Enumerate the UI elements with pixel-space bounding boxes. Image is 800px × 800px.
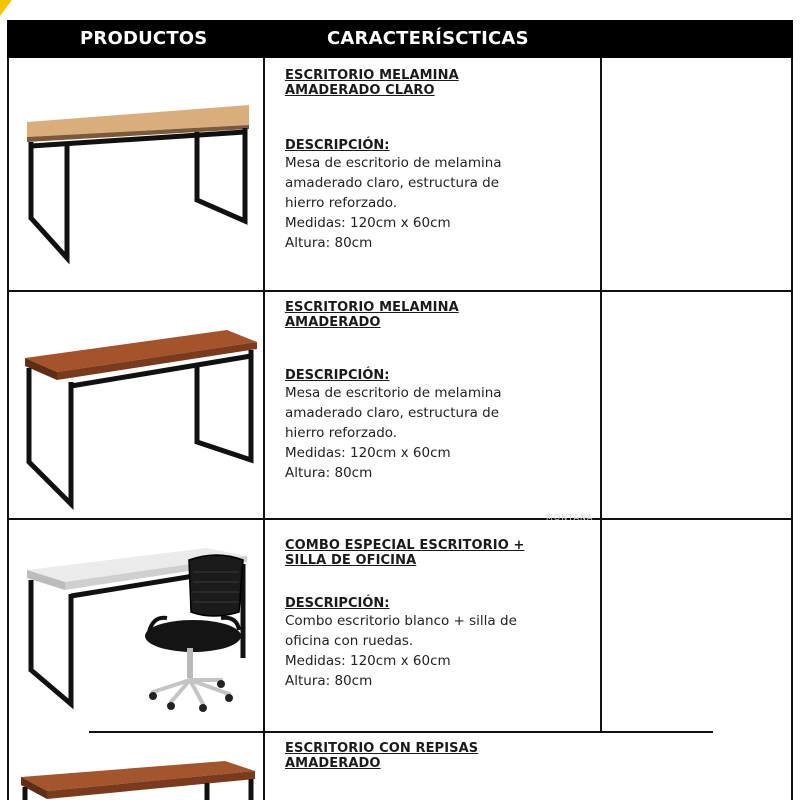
- product-title: ESCRITORIO CON REPISAS: [285, 741, 479, 756]
- product-image-cell: [7, 292, 265, 518]
- table-row: [7, 292, 793, 518]
- product-title: AMADERADO: [285, 315, 381, 330]
- product-info: [285, 68, 605, 253]
- product-table: [7, 58, 793, 800]
- description-line: Medidas: 120cm x 60cm: [285, 445, 451, 461]
- description-label: DESCRIPCIÓN:: [285, 596, 390, 611]
- description-line: Mesa de escritorio de melamina: [285, 385, 502, 401]
- header-products: PRODUCTOS: [80, 28, 208, 49]
- product-title: COMBO ESPECIAL ESCRITORIO +: [285, 538, 525, 553]
- product-image-cell: [7, 58, 265, 290]
- description-line: Medidas: 120cm x 60cm: [285, 215, 451, 231]
- table-row: [7, 733, 793, 800]
- product-title: SILLA DE OFICINA: [285, 553, 417, 568]
- description-line: amaderado claro, estructura de: [285, 175, 500, 191]
- description-line: Altura: 80cm: [285, 673, 373, 689]
- product-title: ESCRITORIO MELAMINA: [285, 300, 459, 315]
- description-line: oficina con ruedas.: [285, 633, 414, 649]
- description-line: Medidas: 120cm x 60cm: [285, 653, 451, 669]
- product-image-cell: [7, 733, 265, 800]
- desk-image: [7, 292, 265, 518]
- desk-chair-image: [7, 520, 265, 731]
- description-line: Altura: 80cm: [285, 235, 373, 251]
- office-chair: [145, 555, 243, 712]
- description-line: hierro reforzado.: [285, 195, 398, 211]
- product-title: AMADERADO CLARO: [285, 83, 435, 98]
- description-label: DESCRIPCIÓN:: [285, 368, 390, 383]
- table-row: [7, 520, 793, 731]
- product-info: [285, 538, 605, 691]
- table-row: [7, 58, 793, 290]
- table-header: [7, 20, 793, 58]
- product-info: [285, 300, 605, 483]
- description-line: amaderado claro, estructura de: [285, 405, 500, 421]
- product-title: AMADERADO: [285, 756, 381, 771]
- desk-image: [7, 58, 265, 290]
- product-info: [285, 741, 605, 771]
- watermark: MONTAÑA: [546, 513, 594, 522]
- description-line: Altura: 80cm: [285, 465, 373, 481]
- description-label: DESCRIPCIÓN:: [285, 138, 390, 153]
- product-image-cell: [7, 520, 265, 731]
- corner-accent: [0, 0, 12, 16]
- header-features: CARACTERÍSCTICAS: [327, 28, 529, 49]
- desk-image: [7, 733, 265, 800]
- product-title: ESCRITORIO MELAMINA: [285, 68, 459, 83]
- description-line: hierro reforzado.: [285, 425, 398, 441]
- description-line: Combo escritorio blanco + silla de: [285, 613, 517, 629]
- description-line: Mesa de escritorio de melamina: [285, 155, 502, 171]
